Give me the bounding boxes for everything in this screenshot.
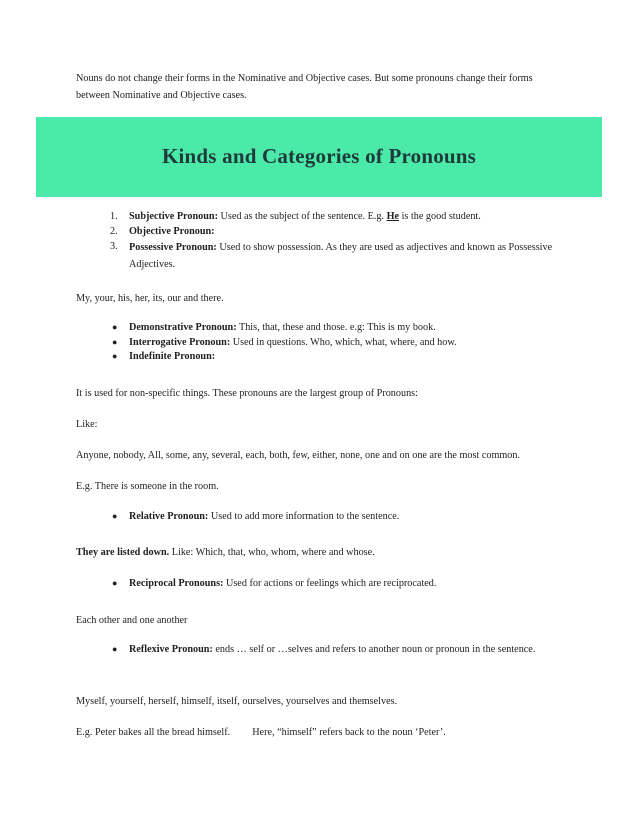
item-title: Relative Pronoun:: [129, 511, 209, 522]
item-title: Interrogative Pronoun:: [129, 337, 231, 348]
item-text: Used to show possession. As they are used as adjectives and known as Possessive Adjectives.: [129, 242, 553, 270]
bullet-reflexive: [129, 642, 539, 658]
section-banner: [36, 117, 602, 197]
example-someone: E.g. There is someone in the room.: [76, 481, 219, 492]
item-title: Reflexive Pronoun:: [129, 644, 213, 655]
bullet-demonstrative: [129, 320, 559, 335]
item-text: Used as the subject of the sentence. E.g.: [217, 211, 387, 222]
each-other-line: Each other and one another: [76, 615, 188, 626]
banner-title: Kinds and Categories of Pronouns: [161, 144, 477, 168]
reflexive-list: Myself, yourself, herself, himself, itself, ourselves, yourselves and themselves.: [76, 696, 398, 707]
item-title: Indefinite Pronoun:: [129, 351, 216, 362]
bullet-interrogative: [129, 335, 559, 350]
item-title: Objective Pronoun:: [129, 226, 215, 237]
list-number: 2.: [110, 226, 118, 237]
example-peter: [76, 724, 566, 741]
item-title: Possessive Pronoun:: [129, 242, 217, 253]
list-item-objective: [129, 224, 559, 239]
intro-paragraph: Nouns do not change their forms in the Nominative and Objective cases. But some pronouns change their forms between Nominative and Objective cases.: [76, 73, 533, 101]
item-text: ends … self or …selves and refers to another noun or pronoun in the sentence.: [212, 644, 536, 655]
indefinite-list: Anyone, nobody, All, some, any, several, each, both, few, either, none, one and on one are the most common.: [76, 450, 521, 461]
item-title: Demonstrative Pronoun:: [129, 322, 237, 333]
list-number: 1.: [110, 211, 118, 222]
item-text: Used for actions or feelings which are reciprocated.: [223, 578, 437, 589]
bullet-icon: ●: [112, 351, 118, 361]
bullet-reciprocal: [129, 576, 559, 591]
example-peter-b: Here, “himself” refers back to the noun ‘Peter’.: [252, 727, 446, 738]
item-text: is the good student.: [399, 211, 481, 222]
bullet-icon: ●: [112, 511, 118, 521]
bullet-icon: ●: [112, 337, 118, 347]
listed-bold: They are listed down.: [76, 547, 170, 558]
bullet-icon: ●: [112, 322, 118, 332]
indefinite-description: It is used for non-specific things. These pronouns are the largest group of Pronouns:: [76, 388, 418, 399]
item-title: Reciprocal Pronouns:: [129, 578, 224, 589]
listed-line: [76, 544, 566, 561]
list-item-possessive: [129, 239, 559, 273]
bullet-icon: ●: [112, 578, 118, 588]
item-text: This, that, these and those. e.g: This is my book.: [236, 322, 436, 333]
like-label: Like:: [76, 419, 98, 430]
list-item-subjective: [129, 209, 559, 224]
example-peter-a: E.g. Peter bakes all the bread himself.: [76, 727, 231, 738]
bullet-indefinite: [129, 349, 559, 364]
possessives-line: My, your, his, her, its, our and there.: [76, 293, 224, 304]
emphasis-he: He: [386, 211, 400, 222]
item-text: Used to add more information to the sentence.: [208, 511, 400, 522]
bullet-icon: ●: [112, 644, 118, 654]
list-number: 3.: [110, 241, 118, 252]
bullet-relative: [129, 509, 559, 524]
listed-text: Like: Which, that, who, whom, where and whose.: [169, 547, 375, 558]
item-text: Used in questions. Who, which, what, where, and how.: [230, 337, 457, 348]
item-title: Subjective Pronoun:: [129, 211, 218, 222]
